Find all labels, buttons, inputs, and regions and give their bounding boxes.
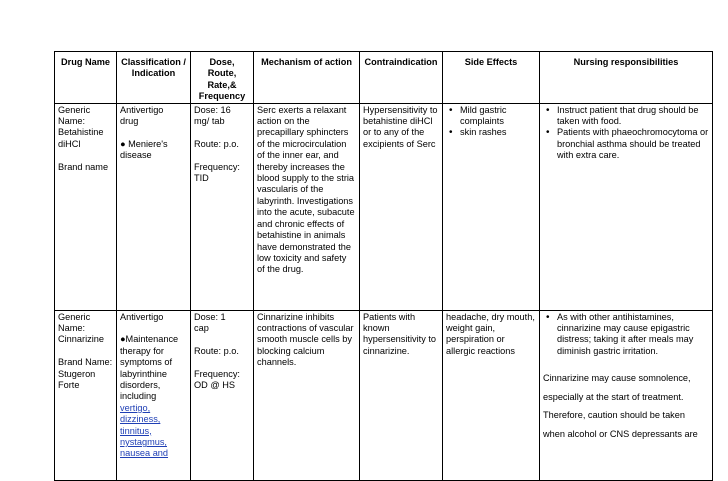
mechanism-cell: Cinnarizine inhibits contractions of vascular smooth muscle cells by blocking calcium channels. — [254, 310, 360, 480]
route-text: Route: p.o. — [194, 345, 239, 356]
dose-text: Dose: 16 — [194, 104, 231, 115]
table-header-row — [55, 52, 713, 104]
nursing-cell — [540, 103, 713, 310]
generic-name-cont: diHCl — [58, 138, 81, 149]
generic-label: Generic — [58, 311, 91, 322]
classification-text: Antivertigo — [120, 104, 164, 115]
generic-name: Cinnarizine — [58, 334, 104, 345]
header-mechanism: Mechanism of action — [254, 52, 360, 104]
nursing-cell — [540, 310, 713, 480]
contraindication-cell: Hypersensitivity to betahistine diHCl or to any of the excipients of Serc — [360, 103, 443, 310]
list-item: • Instruct patient that drug should be taken with food. — [557, 105, 709, 128]
indication-item: ●Maintenance — [120, 334, 179, 345]
frequency-label: Frequency: — [194, 368, 240, 379]
drug-name-cell — [55, 310, 117, 480]
brand-label: Brand Name: — [58, 357, 113, 368]
dose-text-cont: mg/ tab — [194, 116, 225, 127]
brand-label: Brand name — [58, 161, 109, 172]
brand-name-cont: Forte — [58, 380, 80, 391]
nursing-paragraph: Cinnarizine may cause somnolence, especially at the start of treatment. Therefore, caution should be taken when alcohol or CNS depressants are — [543, 373, 698, 440]
classification-text: Antivertigo — [120, 311, 164, 322]
drug-name-cell — [55, 103, 117, 310]
generic-label: Generic — [58, 104, 91, 115]
link-dizziness[interactable]: dizziness, — [120, 414, 161, 425]
frequency-value: TID — [194, 173, 209, 184]
drug-study-page — [54, 51, 713, 481]
header-dose: Dose, Route, Rate,& Frequency — [191, 52, 254, 104]
dose-text: Dose: 1 — [194, 311, 226, 322]
indication-text: including — [120, 391, 157, 402]
link-vertigo[interactable]: vertigo, — [120, 402, 151, 413]
header-classification: Classification / Indication — [117, 52, 191, 104]
route-text: Route: p.o. — [194, 138, 239, 149]
name-label: Name: — [58, 116, 86, 127]
contraindication-cell: Patients with known hypersensitivity to cinnarizine. — [360, 310, 443, 480]
indication-text: therapy for — [120, 345, 164, 356]
table-row — [55, 103, 713, 310]
side-effects-cell: headache, dry mouth, weight gain, perspiration or allergic reactions — [443, 310, 540, 480]
header-nursing: Nursing responsibilities — [540, 52, 713, 104]
table-row — [55, 310, 713, 480]
dose-cell — [191, 103, 254, 310]
indication-text: disorders, — [120, 380, 161, 391]
list-item: • Mild gastric complaints — [460, 105, 536, 128]
classification-cell — [117, 310, 191, 480]
indication-text: symptoms of — [120, 357, 173, 368]
name-label: Name: — [58, 323, 86, 334]
classification-cell — [117, 103, 191, 310]
dose-text-cont: cap — [194, 323, 209, 334]
generic-name: Betahistine — [58, 127, 104, 138]
classification-text-cont: drug — [120, 116, 139, 127]
frequency-value: OD @ HS — [194, 380, 235, 391]
mechanism-cell: Serc exerts a relaxant action on the precapillary sphincters of the microcirculation of the inner ear, and thereby increases the blood supply to the stria vascularis of the labyrinth. Investigations into the acute, subacute and chronic effects of betahistine in animals have demonstrated the low toxicity and safety of the drug. — [254, 103, 360, 310]
list-item: • skin rashes — [460, 127, 536, 138]
dose-cell — [191, 310, 254, 480]
drug-study-table — [54, 51, 713, 481]
side-effects-cell — [443, 103, 540, 310]
indication-item: ● Meniere's — [120, 138, 168, 149]
indication-text: labyrinthine — [120, 368, 167, 379]
header-contraindication: Contraindication — [360, 52, 443, 104]
link-nystagmus[interactable]: nystagmus, — [120, 437, 167, 448]
brand-name: Stugeron — [58, 368, 96, 379]
link-nausea[interactable]: nausea and — [120, 448, 169, 459]
nursing-list — [543, 312, 709, 358]
nursing-list — [543, 105, 709, 162]
header-side-effects: Side Effects — [443, 52, 540, 104]
frequency-label: Frequency: — [194, 161, 240, 172]
header-drug-name: Drug Name — [55, 52, 117, 104]
list-item: • Patients with phaeochromocytoma or bronchial asthma should be treated with extra care. — [557, 127, 709, 161]
link-tinnitus[interactable]: tinnitus, — [120, 425, 152, 436]
list-item: • As with other antihistamines, cinnarizine may cause epigastric distress; taking it after meals may diminish gastric irritation. — [557, 312, 709, 358]
side-effects-list — [446, 105, 536, 139]
indication-item-cont: disease — [120, 150, 152, 161]
